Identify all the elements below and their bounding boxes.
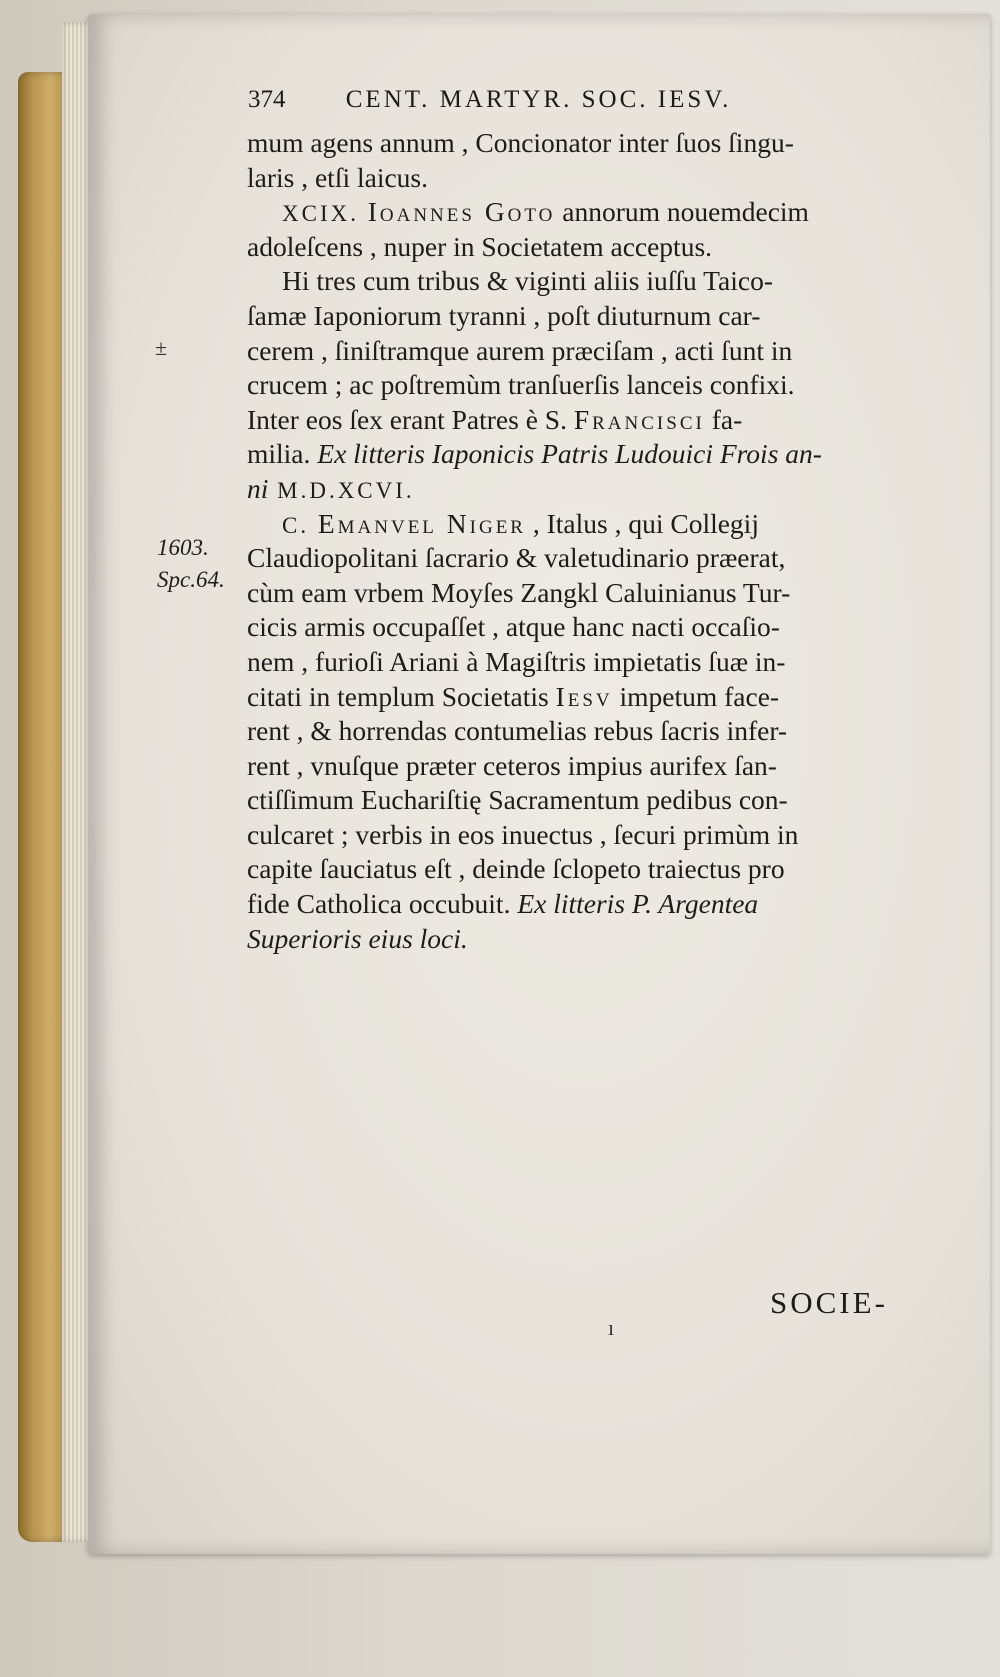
text-line — [247, 264, 927, 299]
text-segment: milia. — [247, 438, 318, 470]
text-line — [247, 576, 927, 611]
text-line — [247, 472, 927, 507]
text-segment: rent , & horrendas contumelias rebus ſacris infer- — [247, 715, 788, 747]
text-line — [247, 922, 927, 957]
text-segment: ctiſſimum Euchariſtię Sacramentum pedibus con- — [247, 784, 788, 816]
stray-mark: ı — [608, 1315, 615, 1340]
text-line — [247, 749, 927, 784]
text-segment: Claudiopolitani ſacrario & valetudinario præerat, — [247, 542, 786, 574]
text-segment: rent , vnuſque præter ceteros impius aurifex ſan- — [247, 749, 777, 781]
running-head — [248, 86, 888, 126]
text-line — [247, 507, 927, 542]
text-line — [247, 680, 927, 715]
text-segment: cùm eam vrbem Moyſes Zangkl Caluinianus Tur- — [247, 576, 791, 608]
text-segment: fa- — [704, 403, 743, 435]
text-segment: cicis armis occupaſſet , atque hanc nacti occaſio- — [247, 611, 780, 643]
text-segment: , Italus , qui Collegij — [525, 507, 759, 539]
text-line — [247, 852, 927, 887]
catchword: SOCIE- — [770, 1285, 888, 1320]
text-segment: fide Catholica occubuit. — [247, 888, 518, 920]
text-segment: cerem , ſiniſtramque aurem præciſam , acti ſunt in — [247, 334, 793, 366]
text-segment: Ex litteris P. Argentea — [517, 888, 759, 920]
text-segment: mum agens annum , Concionator inter ſuos ſingu- — [247, 127, 794, 158]
text-line — [247, 230, 927, 265]
margin-year: 1603. — [157, 535, 209, 560]
text-line — [247, 161, 927, 196]
text-line — [247, 126, 927, 161]
text-segment: XCIX. — [282, 201, 368, 227]
text-line — [247, 645, 927, 680]
text-line — [247, 299, 927, 334]
text-segment: M.D.XCVI. — [268, 477, 415, 503]
text-line — [247, 783, 927, 818]
running-title: CENT. MARTYR. SOC. IESV. — [345, 86, 732, 113]
text-segment: Emanvel Niger — [317, 507, 526, 539]
page-number: 374 — [248, 86, 286, 113]
text-line — [247, 334, 927, 369]
text-segment: Ex litteris Iaponicis Patris Ludouici Frois an- — [317, 438, 822, 470]
text-segment: Iesv — [555, 680, 613, 712]
text-segment: ſamæ Iaponiorum tyranni , poſt diuturnum car- — [247, 299, 761, 331]
text-segment: crucem ; ac poſtremùm tranſuerſis lanceis confixi. — [247, 369, 795, 401]
text-line — [247, 818, 927, 853]
text-segment: C. — [282, 512, 318, 538]
text-segment: Francisci — [573, 403, 705, 435]
text-line — [247, 714, 927, 749]
text-segment: Inter eos ſex erant Patres è S. — [247, 403, 574, 435]
text-segment: impetum face- — [612, 680, 780, 712]
text-line — [247, 195, 927, 230]
text-segment: adoleſcens , nuper in Societatem acceptus. — [247, 230, 713, 262]
text-segment: nem , furioſi Ariani à Magiſtris impietatis ſuæ in- — [247, 645, 786, 677]
text-line — [247, 437, 927, 472]
text-line — [247, 368, 927, 403]
text-segment: citati in templum Societatis — [247, 680, 556, 712]
text-segment: ni — [247, 472, 269, 504]
text-line — [247, 610, 927, 645]
text-segment: culcaret ; verbis in eos inuectus , ſecuri primùm in — [247, 818, 799, 850]
text-segment: Hi tres cum tribus & viginti aliis iuſſu Taico- — [282, 265, 773, 297]
text-segment: Ioannes Goto — [367, 196, 556, 228]
text-line — [247, 887, 927, 922]
text-segment: capite ſauciatus eſt , deinde ſclopeto traiectus pro — [247, 853, 785, 885]
body-text — [247, 126, 927, 956]
text-line — [247, 403, 927, 438]
text-segment: annorum nouemdecim — [555, 196, 809, 228]
text-segment: Superioris eius loci. — [247, 922, 468, 954]
margin-mark: ± — [155, 335, 168, 360]
text-line — [247, 541, 927, 576]
text-segment: laris , etſi laicus. — [247, 161, 428, 193]
margin-reference: Spc.64. — [157, 567, 225, 592]
